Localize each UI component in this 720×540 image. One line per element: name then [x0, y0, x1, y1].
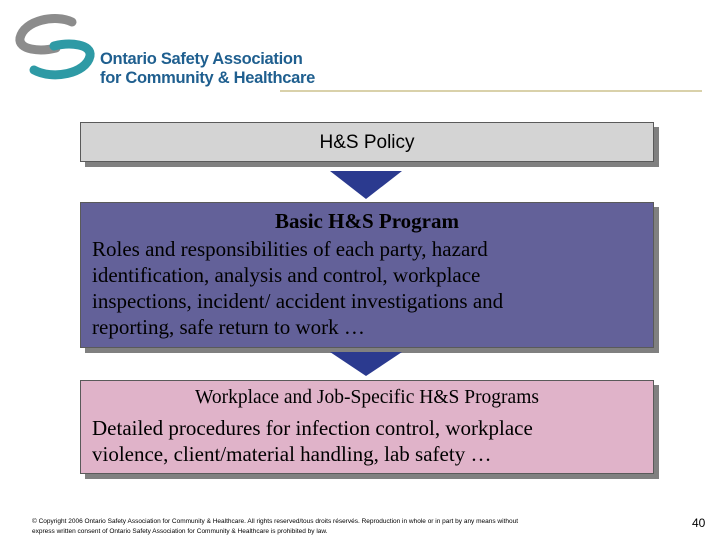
osach-logo: [10, 8, 315, 88]
basic-program-line: reporting, safe return to work …: [92, 315, 365, 339]
arrow-down-icon: [330, 352, 402, 376]
logo-swirl-icon: [10, 8, 100, 88]
specific-programs-box: [80, 380, 654, 474]
logo-wordmark: [100, 50, 315, 88]
specific-programs-line: violence, client/material handling, lab safety …: [92, 442, 492, 466]
basic-program-line: Roles and responsibilities of each party, hazard: [92, 237, 488, 261]
copyright-line: © Copyright 2006 Ontario Safety Association for Community & Healthcare. All rights reserved/tous droits réservés. Reproduction in whole or in part by any means without: [32, 518, 519, 525]
specific-programs-line: Detailed procedures for infection control, workplace: [92, 416, 533, 440]
basic-program-line: inspections, incident/ accident investigations and: [92, 289, 504, 313]
page-number: 40: [692, 516, 706, 530]
basic-program-box: [80, 202, 654, 348]
logo-line-1: Ontario Safety Association: [100, 50, 303, 68]
copyright-footer: [32, 517, 518, 537]
header-divider: [280, 90, 702, 92]
copyright-line: express written consent of Ontario Safety Association for Community & Healthcare is prohibited by law.: [32, 528, 328, 535]
logo-line-2: for Community & Healthcare: [100, 69, 315, 87]
specific-programs-title: Workplace and Job-Specific H&S Programs: [195, 387, 539, 408]
specific-programs-description: [92, 415, 643, 467]
basic-program-description: [92, 236, 643, 340]
basic-program-title: Basic H&S Program: [275, 209, 459, 233]
arrow-down-icon: [330, 171, 402, 199]
policy-box: [80, 122, 654, 162]
basic-program-line: identification, analysis and control, workplace: [92, 263, 481, 287]
policy-title: H&S Policy: [319, 132, 415, 153]
